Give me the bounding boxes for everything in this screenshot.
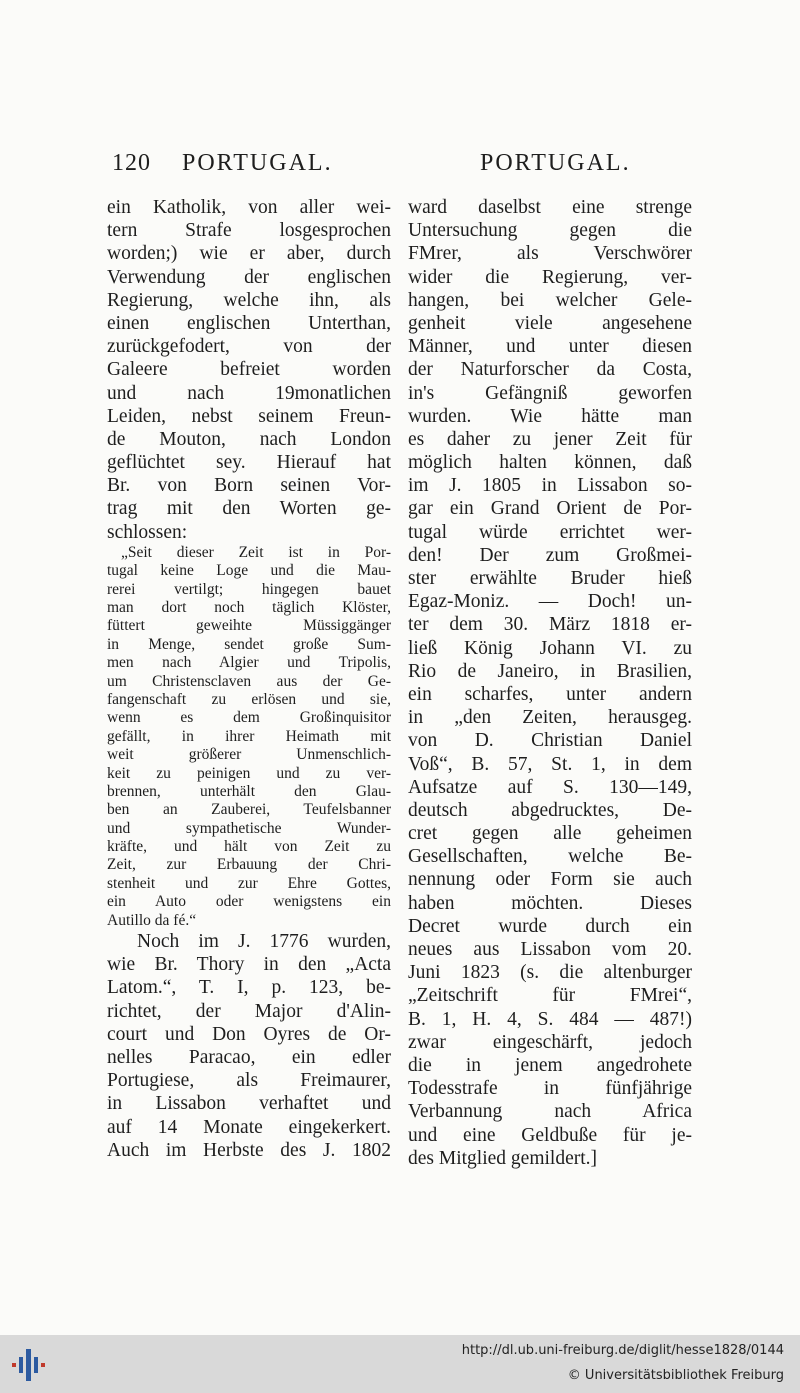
text-line: genheit viele angesehene [408,312,692,334]
text-line: worden;) wie er aber, durch [107,243,391,265]
text-line: Untersuchung gegen die [408,220,692,242]
text-line: FMrer, als Verschwörer [408,243,692,265]
text-line: ward daselbst eine strenge [408,197,692,218]
running-title-left: PORTUGAL. [182,150,333,176]
text-line: wider die Regierung, ver- [408,266,692,288]
text-line: wurden. Wie hätte man [408,405,692,427]
left-column-continuation [107,930,391,1162]
text-line: gefällt, in ihrer Heimath mit [107,727,391,745]
text-line: hangen, bei welcher Gele- [408,289,692,311]
left-column [107,196,391,1162]
text-line: Autillo da fé.“ [107,911,197,929]
text-line: ließ König Johann VI. zu [408,637,692,659]
text-line: und eine Geldbuße für je- [408,1124,692,1146]
text-line: ein scharfes, unter andern [408,683,692,705]
text-line: auf 14 Monate eingekerkert. [107,1116,391,1138]
page-permalink[interactable]: http://dl.ub.uni-freiburg.de/diglit/hesse1828/0144 [461,1343,784,1358]
text-line: der Naturforscher da Costa, [408,359,692,381]
text-line: um Christensclaven aus der Ge- [107,672,391,690]
text-line: „Seit dieser Zeit ist in Por- [121,543,391,561]
text-line: und sympathetische Wunder- [107,819,391,837]
text-line: Männer, und unter diesen [408,336,692,358]
text-line: Voß“, B. 57, St. 1, in dem [408,753,692,775]
text-line: in „den Zeiten, herausgeg. [408,707,692,729]
text-line: court und Don Oyres de Or- [107,1023,391,1045]
text-line: wenn es dem Großinquisitor [107,709,391,727]
text-line: cret gegen alle geheimen [408,823,692,845]
text-line: B. 1, H. 4, S. 484 — 487!) [408,1008,692,1030]
text-line: man dort noch täglich Klöster, [107,598,391,616]
text-line: fangenschaft zu erlösen und sie, [107,690,391,708]
text-line: trag mit den Worten ge- [107,498,391,520]
text-line: wie Br. Thory in den „Acta [107,954,391,976]
text-line: neues aus Lissabon vom 20. [408,939,692,960]
right-column [408,196,692,1170]
text-line: des Mitglied gemildert.] [408,1147,598,1169]
text-line: ein Auto oder wenigstens ein [107,893,391,911]
text-line: kräfte, und hält von Zeit zu [107,838,391,856]
text-line: von D. Christian Daniel [408,730,692,752]
copyright-notice: © Universitätsbibliothek Freiburg [567,1368,784,1383]
text-line: zwar eingeschärft, jedoch [408,1031,692,1053]
text-line: in Menge, sendet große Sum- [107,635,391,653]
text-line: die in jenem angedrohete [408,1054,692,1076]
text-line: Verwendung der englischen [107,266,391,288]
viewer-footer [0,1335,800,1393]
text-line: keit zu peinigen und zu ver- [107,764,391,782]
text-line: geflüchtet sey. Hierauf hat [107,452,391,474]
text-line: und nach 19monatlichen [107,382,391,404]
text-line: Aufsatze auf S. 130—149, [408,776,692,798]
text-line: Auch im Herbste des J. 1802 [107,1139,391,1161]
text-line: möglich halten können, daß [408,452,692,474]
text-line: den! Der zum Großmei- [408,544,692,566]
text-line: de Mouton, nach London [107,428,391,450]
text-line: „Zeitschrift für FMrei“, [408,985,692,1007]
text-line: schlossen: [107,521,188,543]
running-title-right: PORTUGAL. [480,150,631,176]
text-line: deutsch abgedrucktes, De- [408,799,692,821]
text-line: im J. 1805 in Lissabon so- [408,475,692,497]
text-line: Gesellschaften, welche Be- [408,846,692,868]
text-line: Decret wurde durch ein [408,915,692,937]
running-head [112,150,632,184]
text-line: füttert geweihte Müssiggänger [107,617,391,635]
text-line: ster erwählte Bruder hieß [408,568,692,589]
text-line: Juni 1823 (s. die altenburger [408,962,692,984]
text-line: Latom.“, T. I, p. 123, be- [107,977,391,999]
left-column-text [107,196,391,544]
text-line: Noch im J. 1776 wurden, [137,931,391,953]
text-line: tugal keine Loge und die Mau- [107,562,391,580]
text-line: Verbannung nach Africa [408,1101,692,1123]
text-line: stenheit und zur Ehre Gottes, [107,874,391,892]
text-line: tugal würde errichtet wer- [408,521,692,543]
text-line: zurückgefodert, von der [107,336,391,358]
text-line: weit größerer Unmenschlich- [107,746,391,764]
text-line: ein Katholik, von aller wei- [107,197,391,218]
text-line: Portugiese, als Freimaurer, [107,1070,391,1092]
text-line: Zeit, zur Erbauung der Chri- [107,856,391,874]
text-line: brennen, unterhält den Glau- [107,782,391,800]
text-line: Regierung, welche ihn, als [107,289,391,311]
text-line: Galeere befreiet worden [107,359,391,381]
text-line: in's Gefängniß geworfen [408,382,692,404]
text-line: Leiden, nebst seinem Freun- [107,405,391,427]
text-line: richtet, der Major d'Alin- [107,1000,391,1022]
text-line: rerei vertilgt; hingegen bauet [107,580,391,598]
text-line: gar ein Grand Orient de Por- [408,498,692,520]
text-line: ter dem 30. März 1818 er- [408,614,692,636]
text-line: in Lissabon verhaftet und [107,1093,391,1115]
text-line: Todesstrafe in fünfjährige [408,1078,692,1100]
text-line: Br. von Born seinen Vor- [107,475,391,497]
text-line: nelles Paracao, ein edler [107,1046,391,1068]
text-line: ben an Zauberei, Teufelsbanner [107,801,391,819]
text-line: einen englischen Unterthan, [107,312,391,334]
text-line: nennung oder Form sie auch [408,869,692,891]
text-line: men nach Algier und Tripolis, [107,654,391,672]
right-column-text [408,196,692,1170]
text-line: Rio de Janeiro, in Brasilien, [408,660,692,682]
page-number: 120 [112,150,151,176]
block-quote [107,544,391,930]
library-logo-icon [10,1345,56,1385]
text-line: haben möchten. Dieses [408,892,692,914]
text-line: tern Strafe losgesprochen [107,220,391,242]
text-line: Egaz-Moniz. — Doch! un- [408,591,692,613]
text-line: es daher zu jener Zeit für [408,428,692,450]
